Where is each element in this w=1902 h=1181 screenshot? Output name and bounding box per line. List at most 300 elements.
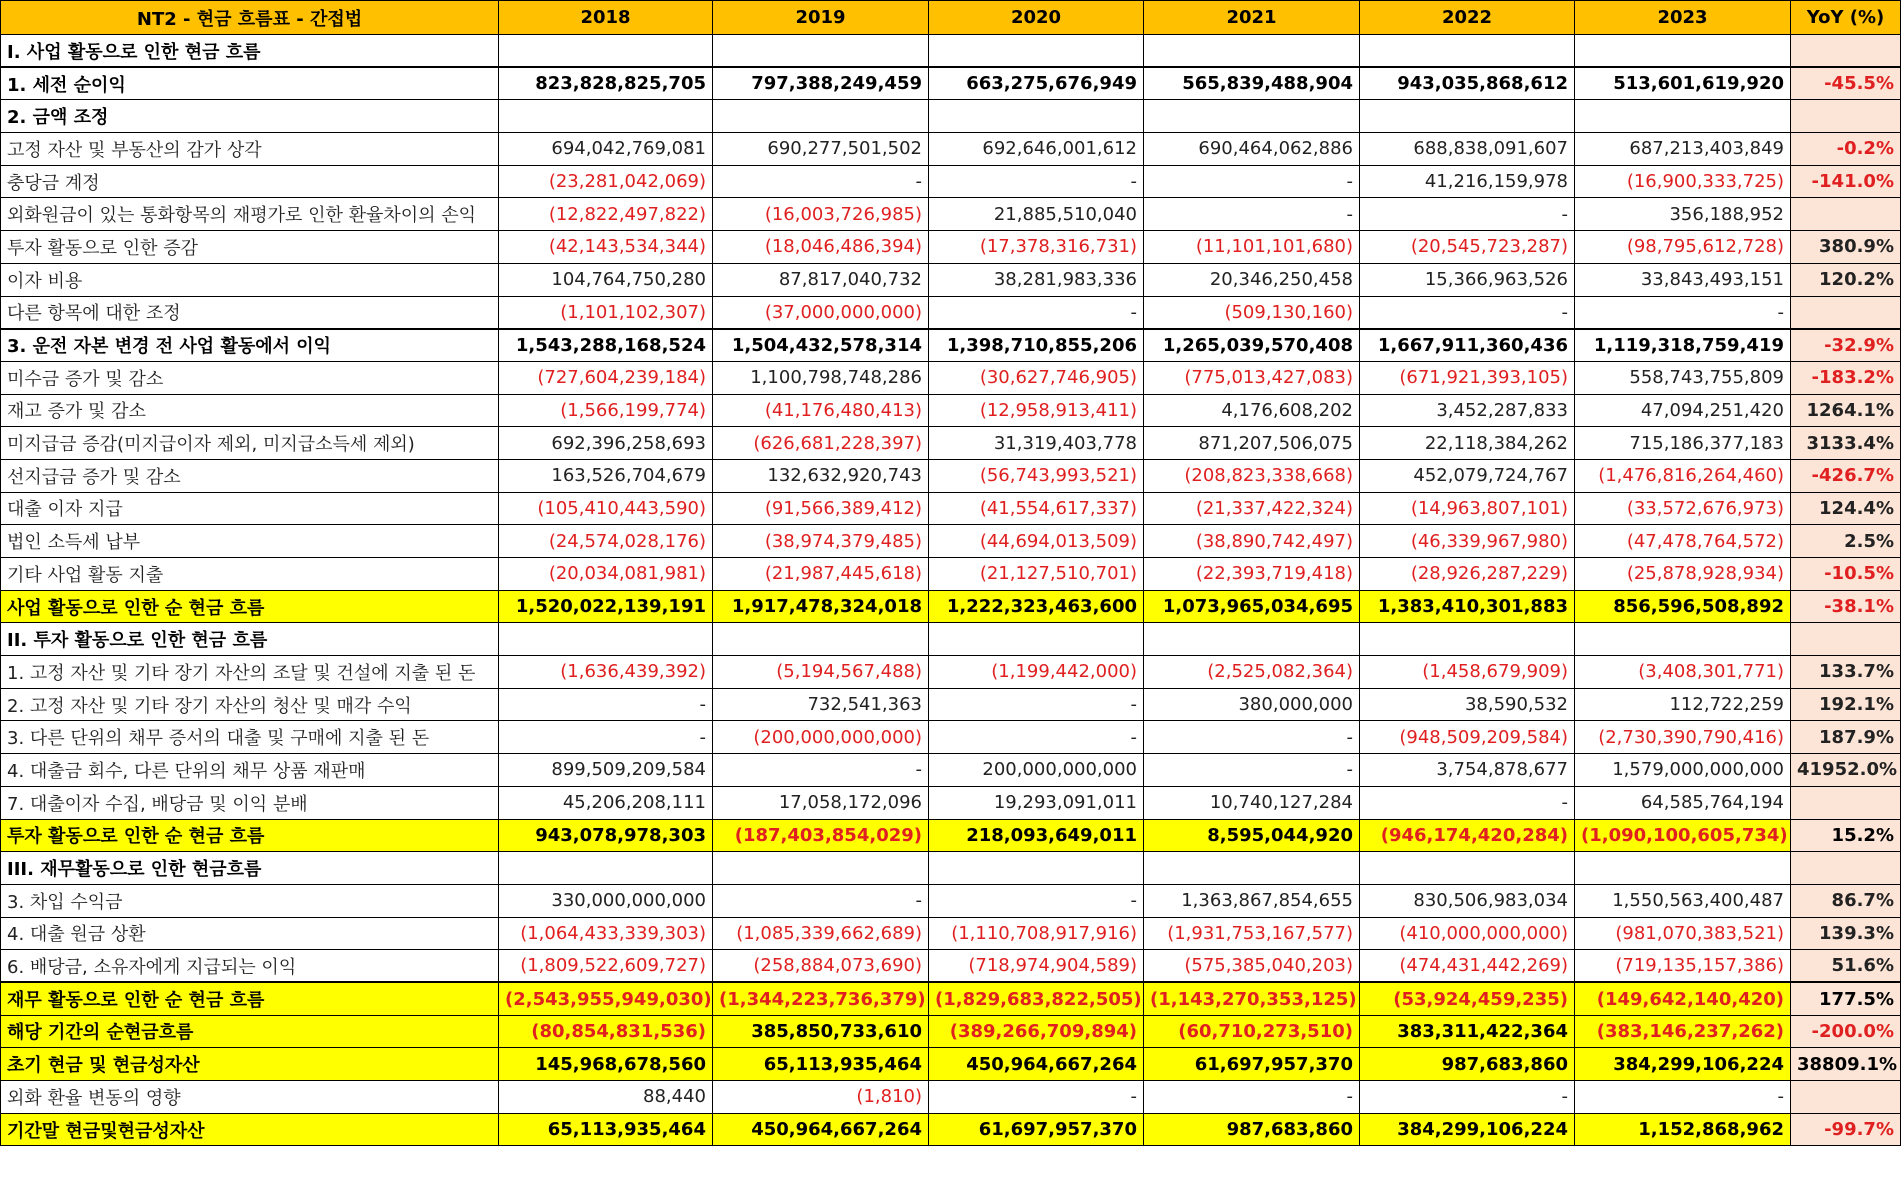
table-row [1,133,1901,166]
value-cell: (149,642,140,420) [1575,982,1791,1015]
value-cell: 452,079,724,767 [1360,459,1575,492]
value-cell: 830,506,983,034 [1360,884,1575,917]
row-label: 1. 고정 자산 및 기타 장기 자산의 조달 및 건설에 지출 된 돈 [1,656,499,689]
value-cell: 1,667,911,360,436 [1360,329,1575,362]
value-cell: 943,078,978,303 [499,819,713,852]
value-cell: 1,363,867,854,655 [1144,884,1360,917]
value-cell: (11,101,101,680) [1144,231,1360,264]
value-cell: 692,396,258,693 [499,427,713,460]
value-cell: 690,464,062,886 [1144,133,1360,166]
value-cell: - [1144,721,1360,754]
value-cell: 38,281,983,336 [929,263,1144,296]
value-cell: 385,850,733,610 [713,1015,929,1048]
year-header: 2021 [1144,1,1360,35]
value-cell: 112,722,259 [1575,688,1791,721]
yoy-cell: 192.1% [1791,688,1901,721]
value-cell: (1,636,439,392) [499,656,713,689]
value-cell: 1,543,288,168,524 [499,329,713,362]
row-label: III. 재무활동으로 인한 현금흐름 [1,852,499,885]
value-cell: 899,509,209,584 [499,754,713,787]
value-cell: (946,174,420,284) [1360,819,1575,852]
value-cell: 31,319,403,778 [929,427,1144,460]
table-row [1,263,1901,296]
value-cell: - [713,754,929,787]
table-row [1,198,1901,231]
year-header: 2019 [713,1,929,35]
value-cell: 384,299,106,224 [1575,1048,1791,1081]
value-cell: 1,383,410,301,883 [1360,590,1575,623]
value-cell [929,100,1144,133]
value-cell: (474,431,442,269) [1360,950,1575,983]
value-cell: 21,885,510,040 [929,198,1144,231]
year-header: 2022 [1360,1,1575,35]
value-cell: (25,878,928,934) [1575,558,1791,591]
value-cell [1360,100,1575,133]
table-row [1,917,1901,950]
yoy-cell: -32.9% [1791,329,1901,362]
value-cell: 330,000,000,000 [499,884,713,917]
value-cell: 19,293,091,011 [929,786,1144,819]
table-row [1,688,1901,721]
value-cell: (98,795,612,728) [1575,231,1791,264]
yoy-cell: 380.9% [1791,231,1901,264]
value-cell [1575,35,1791,68]
row-label: 대출 이자 지급 [1,492,499,525]
year-header: 2023 [1575,1,1791,35]
row-label: 재무 활동으로 인한 순 현금 흐름 [1,982,499,1015]
value-cell: (719,135,157,386) [1575,950,1791,983]
value-cell: (3,408,301,771) [1575,656,1791,689]
value-cell: (208,823,338,668) [1144,459,1360,492]
value-cell: - [713,165,929,198]
table-row [1,35,1901,68]
value-cell: 384,299,106,224 [1360,1113,1575,1146]
yoy-cell: 124.4% [1791,492,1901,525]
yoy-cell [1791,786,1901,819]
value-cell: (626,681,228,397) [713,427,929,460]
table-row [1,950,1901,983]
value-cell: 565,839,488,904 [1144,67,1360,100]
value-cell: 383,311,422,364 [1360,1015,1575,1048]
value-cell: - [1144,754,1360,787]
value-cell: (1,458,679,909) [1360,656,1575,689]
value-cell: (44,694,013,509) [929,525,1144,558]
table-row [1,1113,1901,1146]
yoy-cell: 41952.0% [1791,754,1901,787]
table-row [1,558,1901,591]
table-row [1,1015,1901,1048]
table-row [1,819,1901,852]
value-cell: 38,590,532 [1360,688,1575,721]
value-cell: 943,035,868,612 [1360,67,1575,100]
value-cell: 1,398,710,855,206 [929,329,1144,362]
yoy-cell: -141.0% [1791,165,1901,198]
value-cell [1360,852,1575,885]
value-cell: 732,541,363 [713,688,929,721]
yoy-cell [1791,1081,1901,1114]
value-cell: 1,265,039,570,408 [1144,329,1360,362]
value-cell: 17,058,172,096 [713,786,929,819]
row-label: 1. 세전 순이익 [1,67,499,100]
value-cell: (60,710,273,510) [1144,1015,1360,1048]
value-cell: (671,921,393,105) [1360,361,1575,394]
value-cell: (105,410,443,590) [499,492,713,525]
row-label: 기간말 현금및현금성자산 [1,1113,499,1146]
value-cell: 558,743,755,809 [1575,361,1791,394]
value-cell: (22,393,719,418) [1144,558,1360,591]
value-cell: 163,526,704,679 [499,459,713,492]
value-cell [499,100,713,133]
value-cell: 687,213,403,849 [1575,133,1791,166]
value-cell: - [929,1081,1144,1114]
row-label: 4. 대출 원금 상환 [1,917,499,950]
value-cell: (200,000,000,000) [713,721,929,754]
table-row [1,492,1901,525]
table-row [1,754,1901,787]
table-row [1,525,1901,558]
yoy-cell: 177.5% [1791,982,1901,1015]
row-label: 기타 사업 활동 지출 [1,558,499,591]
value-cell: - [929,688,1144,721]
value-cell: (41,176,480,413) [713,394,929,427]
row-label: 이자 비용 [1,263,499,296]
row-label: 법인 소득세 납부 [1,525,499,558]
value-cell: (1,064,433,339,303) [499,917,713,950]
table-row [1,982,1901,1015]
value-cell: - [929,296,1144,329]
value-cell: (1,809,522,609,727) [499,950,713,983]
value-cell: 1,579,000,000,000 [1575,754,1791,787]
value-cell: 856,596,508,892 [1575,590,1791,623]
value-cell [1144,852,1360,885]
value-cell: (5,194,567,488) [713,656,929,689]
table-row [1,884,1901,917]
table-row [1,656,1901,689]
row-label: 충당금 계정 [1,165,499,198]
yoy-cell: -45.5% [1791,67,1901,100]
value-cell: (46,339,967,980) [1360,525,1575,558]
value-cell: 200,000,000,000 [929,754,1144,787]
value-cell: 871,207,506,075 [1144,427,1360,460]
value-cell: 61,697,957,370 [1144,1048,1360,1081]
value-cell: - [1360,296,1575,329]
value-cell [1360,623,1575,656]
value-cell: (1,110,708,917,916) [929,917,1144,950]
value-cell: (258,884,073,690) [713,950,929,983]
value-cell: (91,566,389,412) [713,492,929,525]
value-cell: 88,440 [499,1081,713,1114]
value-cell [499,623,713,656]
yoy-cell: -426.7% [1791,459,1901,492]
value-cell: - [1360,1081,1575,1114]
value-cell: (12,958,913,411) [929,394,1144,427]
value-cell: 20,346,250,458 [1144,263,1360,296]
header-row [1,1,1901,35]
value-cell: 797,388,249,459 [713,67,929,100]
value-cell: (1,199,442,000) [929,656,1144,689]
value-cell: (16,900,333,725) [1575,165,1791,198]
value-cell [1144,100,1360,133]
value-cell: (33,572,676,973) [1575,492,1791,525]
value-cell: (410,000,000,000) [1360,917,1575,950]
value-cell: (47,478,764,572) [1575,525,1791,558]
value-cell: 1,222,323,463,600 [929,590,1144,623]
value-cell: (727,604,239,184) [499,361,713,394]
value-cell [929,852,1144,885]
row-label: 3. 다른 단위의 채무 증서의 대출 및 구매에 지출 된 돈 [1,721,499,754]
value-cell: 380,000,000 [1144,688,1360,721]
row-label: 6. 배당금, 소유자에게 지급되는 이익 [1,950,499,983]
table-row [1,623,1901,656]
value-cell: 694,042,769,081 [499,133,713,166]
value-cell: 1,917,478,324,018 [713,590,929,623]
value-cell: (1,101,102,307) [499,296,713,329]
value-cell: 8,595,044,920 [1144,819,1360,852]
value-cell: 450,964,667,264 [713,1113,929,1146]
value-cell: 1,100,798,748,286 [713,361,929,394]
value-cell: (718,974,904,589) [929,950,1144,983]
value-cell: (981,070,383,521) [1575,917,1791,950]
value-cell: 663,275,676,949 [929,67,1144,100]
value-cell: (389,266,709,894) [929,1015,1144,1048]
value-cell: (56,743,993,521) [929,459,1144,492]
row-label: 고정 자산 및 부동산의 감가 상각 [1,133,499,166]
value-cell [1575,852,1791,885]
value-cell [1575,623,1791,656]
value-cell [929,623,1144,656]
value-cell: (21,337,422,324) [1144,492,1360,525]
table-row [1,590,1901,623]
value-cell: (18,046,486,394) [713,231,929,264]
value-cell [713,35,929,68]
value-cell: 3,452,287,833 [1360,394,1575,427]
row-label: 외화원금이 있는 통화항목의 재평가로 인한 환율차이의 손익 [1,198,499,231]
yoy-cell: 133.7% [1791,656,1901,689]
value-cell: 4,176,608,202 [1144,394,1360,427]
value-cell: 64,585,764,194 [1575,786,1791,819]
table-row [1,427,1901,460]
table-row [1,721,1901,754]
value-cell: (2,543,955,949,030) [499,982,713,1015]
row-label: 초기 현금 및 현금성자산 [1,1048,499,1081]
value-cell: (41,554,617,337) [929,492,1144,525]
value-cell: - [929,165,1144,198]
value-cell [713,623,929,656]
yoy-cell: 187.9% [1791,721,1901,754]
value-cell: 65,113,935,464 [499,1113,713,1146]
yoy-cell [1791,623,1901,656]
value-cell: (37,000,000,000) [713,296,929,329]
value-cell: (1,566,199,774) [499,394,713,427]
value-cell: - [1575,296,1791,329]
value-cell [499,852,713,885]
table-row [1,1081,1901,1114]
table-row [1,786,1901,819]
value-cell: (2,525,082,364) [1144,656,1360,689]
value-cell: (1,931,753,167,577) [1144,917,1360,950]
value-cell: 132,632,920,743 [713,459,929,492]
value-cell: (24,574,028,176) [499,525,713,558]
yoy-cell [1791,852,1901,885]
value-cell: - [713,884,929,917]
yoy-cell: 38809.1% [1791,1048,1901,1081]
value-cell: (1,829,683,822,505) [929,982,1144,1015]
value-cell: (775,013,427,083) [1144,361,1360,394]
value-cell: (80,854,831,536) [499,1015,713,1048]
yoy-cell: -0.2% [1791,133,1901,166]
row-label: 미수금 증가 및 감소 [1,361,499,394]
value-cell: (1,085,339,662,689) [713,917,929,950]
table-row [1,165,1901,198]
value-cell: 87,817,040,732 [713,263,929,296]
value-cell: 15,366,963,526 [1360,263,1575,296]
value-cell [1144,623,1360,656]
value-cell: - [499,688,713,721]
value-cell [713,852,929,885]
yoy-cell: 1264.1% [1791,394,1901,427]
table-row [1,231,1901,264]
yoy-cell: -10.5% [1791,558,1901,591]
yoy-cell: -38.1% [1791,590,1901,623]
value-cell: - [1144,198,1360,231]
value-cell: 22,118,384,262 [1360,427,1575,460]
row-label: 사업 활동으로 인한 순 현금 흐름 [1,590,499,623]
yoy-cell: 51.6% [1791,950,1901,983]
year-header: 2020 [929,1,1144,35]
value-cell [1360,35,1575,68]
value-cell: 10,740,127,284 [1144,786,1360,819]
value-cell: (14,963,807,101) [1360,492,1575,525]
value-cell [713,100,929,133]
value-cell: 65,113,935,464 [713,1048,929,1081]
row-label: 4. 대출금 회수, 다른 단위의 채무 상품 재판매 [1,754,499,787]
row-label: I. 사업 활동으로 인한 현금 흐름 [1,35,499,68]
yoy-cell: 15.2% [1791,819,1901,852]
value-cell: (20,545,723,287) [1360,231,1575,264]
value-cell: 45,206,208,111 [499,786,713,819]
value-cell: - [1144,1081,1360,1114]
row-label: 3. 운전 자본 변경 전 사업 활동에서 이익 [1,329,499,362]
value-cell: 41,216,159,978 [1360,165,1575,198]
value-cell: 1,152,868,962 [1575,1113,1791,1146]
table-row [1,1048,1901,1081]
value-cell: - [929,884,1144,917]
value-cell: (20,034,081,981) [499,558,713,591]
value-cell: (21,127,510,701) [929,558,1144,591]
value-cell: 1,504,432,578,314 [713,329,929,362]
value-cell: (28,926,287,229) [1360,558,1575,591]
value-cell: (1,090,100,605,734) [1575,819,1791,852]
value-cell: 356,188,952 [1575,198,1791,231]
row-label: 투자 활동으로 인한 증감 [1,231,499,264]
value-cell: - [1575,1081,1791,1114]
row-label: 해당 기간의 순현금흐름 [1,1015,499,1048]
yoy-cell [1791,35,1901,68]
value-cell [929,35,1144,68]
value-cell: 1,073,965,034,695 [1144,590,1360,623]
row-label: 3. 차입 수익금 [1,884,499,917]
row-label: 7. 대출이자 수집, 배당금 및 이익 분배 [1,786,499,819]
yoy-cell: 86.7% [1791,884,1901,917]
year-header: 2018 [499,1,713,35]
value-cell: - [929,721,1144,754]
value-cell: (1,810) [713,1081,929,1114]
value-cell: (509,130,160) [1144,296,1360,329]
yoy-cell: -200.0% [1791,1015,1901,1048]
value-cell: (38,890,742,497) [1144,525,1360,558]
value-cell: 987,683,860 [1360,1048,1575,1081]
table-row [1,296,1901,329]
yoy-cell: -99.7% [1791,1113,1901,1146]
value-cell: 1,520,022,139,191 [499,590,713,623]
row-label: 2. 금액 조정 [1,100,499,133]
value-cell: (30,627,746,905) [929,361,1144,394]
value-cell: 1,119,318,759,419 [1575,329,1791,362]
value-cell: (38,974,379,485) [713,525,929,558]
value-cell: 218,093,649,011 [929,819,1144,852]
value-cell [1575,100,1791,133]
value-cell: 47,094,251,420 [1575,394,1791,427]
value-cell: (17,378,316,731) [929,231,1144,264]
value-cell: (23,281,042,069) [499,165,713,198]
table-row [1,394,1901,427]
table-row [1,459,1901,492]
value-cell: (42,143,534,344) [499,231,713,264]
value-cell: 823,828,825,705 [499,67,713,100]
row-label: II. 투자 활동으로 인한 현금 흐름 [1,623,499,656]
value-cell: - [1360,786,1575,819]
row-label: 투자 활동으로 인한 순 현금 흐름 [1,819,499,852]
value-cell: 61,697,957,370 [929,1113,1144,1146]
yoy-cell: 3133.4% [1791,427,1901,460]
yoy-cell [1791,100,1901,133]
table-row [1,361,1901,394]
value-cell: - [1144,165,1360,198]
value-cell: 715,186,377,183 [1575,427,1791,460]
value-cell: (187,403,854,029) [713,819,929,852]
yoy-cell: 120.2% [1791,263,1901,296]
value-cell [499,35,713,68]
yoy-cell [1791,296,1901,329]
value-cell: (948,509,209,584) [1360,721,1575,754]
yoy-cell: -183.2% [1791,361,1901,394]
row-label: 선지급금 증가 및 감소 [1,459,499,492]
row-label: 재고 증가 및 감소 [1,394,499,427]
value-cell: (53,924,459,235) [1360,982,1575,1015]
value-cell: 987,683,860 [1144,1113,1360,1146]
value-cell [1144,35,1360,68]
value-cell: 104,764,750,280 [499,263,713,296]
value-cell: (21,987,445,618) [713,558,929,591]
yoy-cell [1791,198,1901,231]
value-cell: 692,646,001,612 [929,133,1144,166]
yoy-header: YoY (%) [1791,1,1901,35]
value-cell: 688,838,091,607 [1360,133,1575,166]
value-cell: 145,968,678,560 [499,1048,713,1081]
value-cell: 513,601,619,920 [1575,67,1791,100]
value-cell: (16,003,726,985) [713,198,929,231]
row-label: 2. 고정 자산 및 기타 장기 자산의 청산 및 매각 수익 [1,688,499,721]
value-cell: 3,754,878,677 [1360,754,1575,787]
value-cell: (1,143,270,353,125) [1144,982,1360,1015]
row-label: 미지급금 증감(미지급이자 제외, 미지급소득세 제외) [1,427,499,460]
table-row [1,100,1901,133]
table-body [1,35,1901,1146]
value-cell: (2,730,390,790,416) [1575,721,1791,754]
value-cell: 690,277,501,502 [713,133,929,166]
table-row [1,67,1901,100]
value-cell: (575,385,040,203) [1144,950,1360,983]
